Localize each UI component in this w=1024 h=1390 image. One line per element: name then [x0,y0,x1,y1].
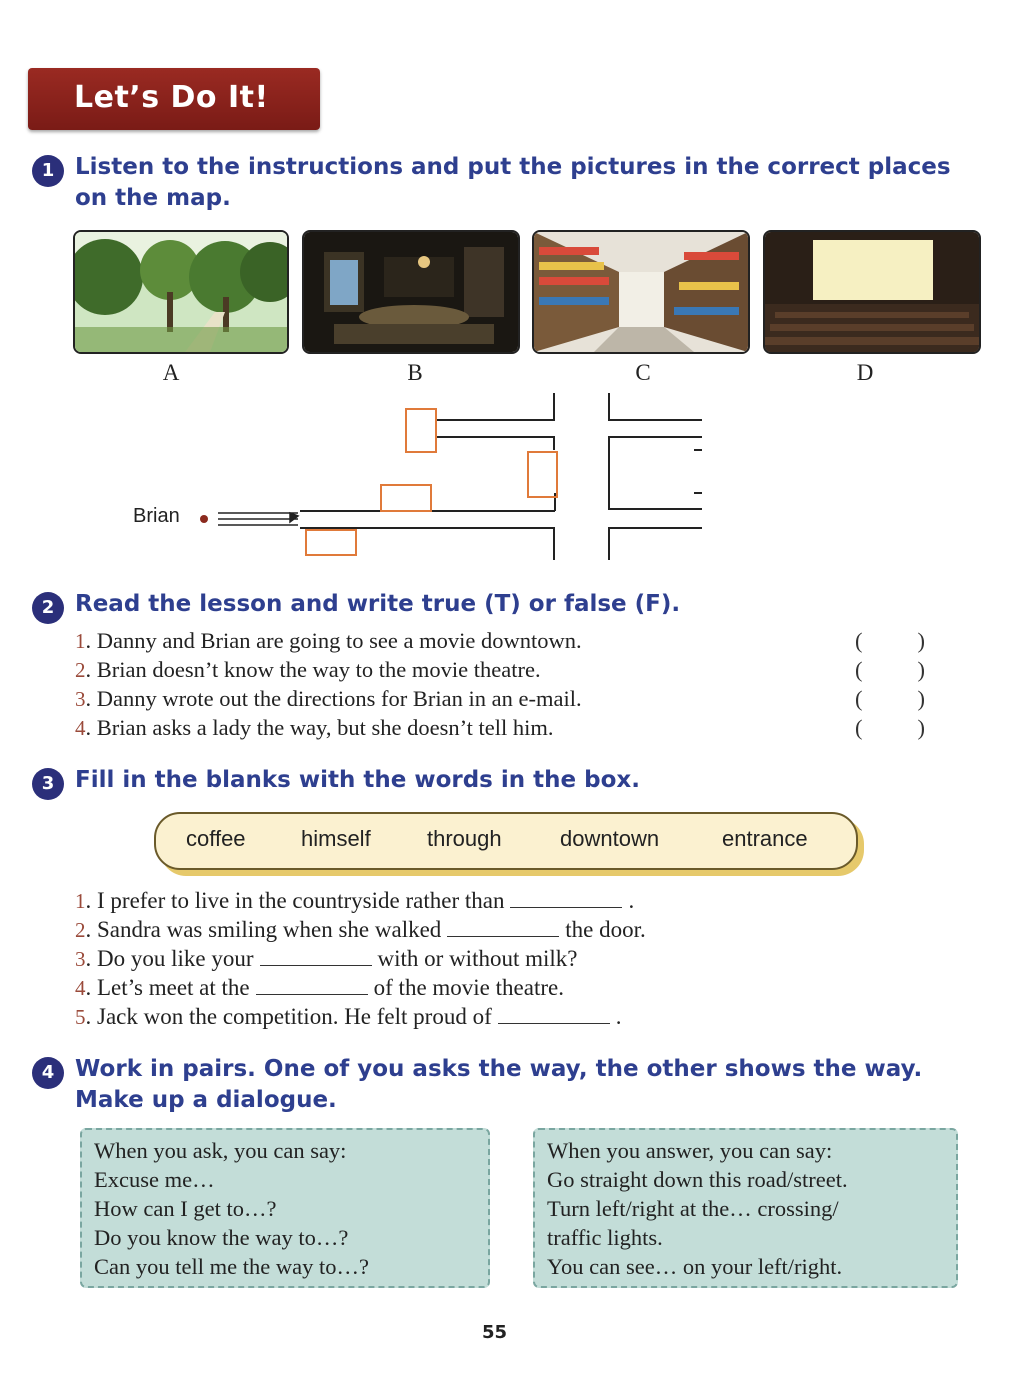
tf-item: 3. Danny wrote out the directions for Brian in an e-mail. ( ) [75,686,925,711]
ask-phrases-box [80,1128,490,1288]
phrase-line: traffic lights. [547,1225,663,1250]
picture-label-b: B [407,360,423,385]
picture-label-d: D [856,360,874,385]
tf-item: 1. Danny and Brian are going to see a movie downtown. ( ) [75,628,925,653]
page-number: 55 [482,1322,508,1343]
street-map [120,385,720,565]
supermarket-illustration [534,232,748,352]
tf-item: 2. Brian doesn’t know the way to the movie theatre. ( ) [75,657,925,682]
answer-blank[interactable]: ( ) [855,628,925,653]
word-box [154,812,858,870]
exercise-4-instruction: Work in pairs. One of you asks the way, the other shows the way. Make up a dialogue. [75,1056,923,1113]
word-option: through [427,826,502,851]
exercise-2-number: 2 [32,592,64,624]
picture-label-c: C [635,360,651,385]
picture-c-supermarket [532,230,750,354]
section-banner [28,68,320,130]
fill-blank[interactable] [256,976,368,995]
tf-item-text: Brian doesn’t know the way to the movie theatre. [96,657,541,682]
answer-phrases-box [533,1128,958,1288]
phrase-line: You can see… on your left/right. [547,1254,843,1279]
phrase-line: Excuse me… [94,1167,215,1192]
fill-item: 3. Do you like your with or without milk? [75,946,578,971]
direction-arrow [218,513,298,525]
fill-item: 5. Jack won the competition. He felt proud of . [75,1004,622,1029]
map-label-brian: Brian [133,505,180,527]
answer-blank[interactable]: ( ) [855,686,925,711]
exercise-3-number: 3 [32,768,64,800]
phrase-line: Can you tell me the way to…? [94,1254,369,1279]
fill-blank[interactable] [447,918,559,937]
cafe-illustration [304,232,518,352]
tf-item: 4. Brian asks a lady the way, but she doesn’t tell him. ( ) [75,715,925,740]
word-option: himself [301,826,371,851]
fill-blank[interactable] [498,1005,610,1024]
phrase-line: How can I get to…? [94,1196,277,1221]
tf-item-text: Danny and Brian are going to see a movie downtown. [96,628,582,653]
tf-item-text: Brian asks a lady the way, but she doesn’t tell him. [96,715,554,740]
answer-blank[interactable]: ( ) [855,657,925,682]
phrase-line: When you ask, you can say: [94,1138,347,1163]
fill-item: 4. Let’s meet at the of the movie theatre. [75,975,564,1000]
map-slot-1 [406,409,436,452]
exercise-1-number: 1 [32,155,64,187]
picture-b-cafe [302,230,520,354]
tf-item-text: Danny wrote out the directions for Brian in an e-mail. [96,686,582,711]
phrase-line: Go straight down this road/street. [547,1167,848,1192]
park-illustration [75,232,287,352]
word-option: downtown [560,826,660,851]
fill-blank[interactable] [260,947,372,966]
exercise-3-instruction: Fill in the blanks with the words in the box. [75,767,640,793]
cinema-illustration [765,232,979,352]
map-slot-3 [381,485,431,511]
tf-item-number: 3 [75,687,86,711]
fill-blank[interactable] [510,889,622,908]
map-slot-4 [306,530,356,555]
picture-label-a: A [162,360,180,385]
tf-item-number: 2 [75,658,86,682]
brian-start-dot [200,515,208,523]
exercise-4-number: 4 [32,1057,64,1089]
phrase-line: Do you know the way to…? [94,1225,349,1250]
fill-item: 1. I prefer to live in the countryside rather than . [75,888,635,913]
picture-a-park [73,230,289,354]
picture-d-cinema [763,230,981,354]
exercise-1-instruction: Listen to the instructions and put the pictures in the correct places on the map. [75,154,951,211]
exercise-2-instruction: Read the lesson and write true (T) or false (F). [75,591,681,617]
tf-item-number: 1 [75,629,86,653]
map-picture-slots [306,409,557,555]
banner-title: Let’s Do It! [74,80,269,115]
map-streets [300,393,702,560]
map-slot-2 [528,452,557,497]
answer-blank[interactable]: ( ) [855,715,925,740]
tf-item-number: 4 [75,716,86,740]
phrase-line: Turn left/right at the… crossing/ [547,1196,839,1221]
word-option: entrance [722,826,808,851]
word-option: coffee [186,826,246,851]
fill-item: 2. Sandra was smiling when she walked the door. [75,917,646,942]
phrase-line: When you answer, you can say: [547,1138,833,1163]
